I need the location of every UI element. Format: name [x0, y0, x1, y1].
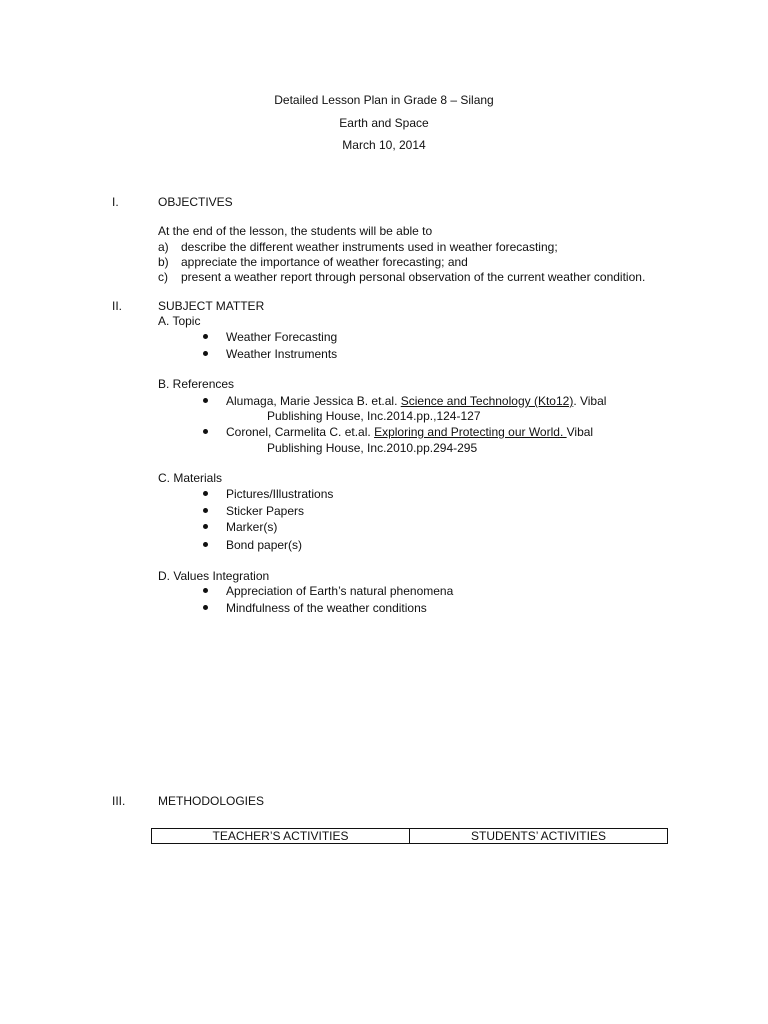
reference-title: Science and Technology (Kto12) — [400, 394, 574, 408]
material-item: Pictures/Illustrations — [226, 487, 334, 501]
bullet-icon — [203, 539, 211, 547]
reference-publisher-start: . Vibal — [573, 394, 607, 408]
section-numeral: I. — [112, 195, 119, 209]
objective-item: appreciate the importance of weather forecasting; and — [181, 255, 468, 269]
lesson-plan-date: March 10, 2014 — [342, 138, 426, 152]
bullet-icon — [203, 521, 211, 529]
reference-title: Exploring and Protecting our World. — [374, 425, 567, 439]
methodologies-table — [151, 828, 668, 844]
section-heading-subject-matter: SUBJECT MATTER — [158, 299, 265, 313]
section-heading-objectives: OBJECTIVES — [158, 195, 233, 209]
bullet-icon — [203, 426, 211, 434]
bullet-icon — [203, 602, 211, 610]
reference-item — [226, 425, 593, 439]
subsection-label-materials: C. Materials — [158, 471, 223, 485]
reference-continued: Publishing House, Inc.2014.pp.,124-127 — [267, 409, 481, 423]
section-numeral: III. — [112, 794, 126, 808]
material-item: Sticker Papers — [226, 504, 305, 518]
reference-item — [226, 394, 606, 408]
topic-item: Weather Instruments — [226, 347, 338, 361]
objectives-intro: At the end of the lesson, the students will be able to — [158, 224, 433, 238]
lesson-plan-title: Detailed Lesson Plan in Grade 8 – Silang — [274, 93, 494, 107]
reference-publisher-start: Vibal — [566, 425, 594, 439]
bullet-icon — [203, 348, 211, 356]
values-item: Mindfulness of the weather conditions — [226, 601, 427, 615]
bullet-icon — [203, 505, 211, 513]
reference-authors: Alumaga, Marie Jessica B. et.al. — [226, 394, 401, 408]
subsection-label-values: D. Values Integration — [158, 569, 270, 583]
values-item: Appreciation of Earth’s natural phenomena — [226, 584, 454, 598]
topic-item: Weather Forecasting — [226, 330, 338, 344]
material-item: Bond paper(s) — [226, 538, 303, 552]
bullet-icon — [203, 395, 211, 403]
reference-continued: Publishing House, Inc.2010.pp.294-295 — [267, 441, 478, 455]
table-header-students: STUDENTS’ ACTIVITIES — [409, 829, 667, 843]
bullet-icon — [203, 331, 211, 339]
reference-authors: Coronel, Carmelita C. et.al. — [226, 425, 375, 439]
subsection-label-references: B. References — [158, 377, 235, 391]
material-item: Marker(s) — [226, 520, 278, 534]
bullet-icon — [203, 488, 211, 496]
lesson-plan-subject: Earth and Space — [339, 116, 429, 130]
objective-item: present a weather report through personal observation of the current weather condition. — [181, 270, 646, 284]
subsection-label-topic: A. Topic — [158, 314, 201, 328]
objective-letter: c) — [158, 270, 168, 284]
objective-letter: a) — [158, 240, 169, 254]
objective-item: describe the different weather instruments used in weather forecasting; — [181, 240, 558, 254]
table-header-teacher: TEACHER’S ACTIVITIES — [212, 829, 349, 843]
section-heading-methodologies: METHODOLOGIES — [158, 794, 265, 808]
objective-letter: b) — [158, 255, 169, 269]
bullet-icon — [203, 585, 211, 593]
section-numeral: II. — [112, 299, 123, 313]
